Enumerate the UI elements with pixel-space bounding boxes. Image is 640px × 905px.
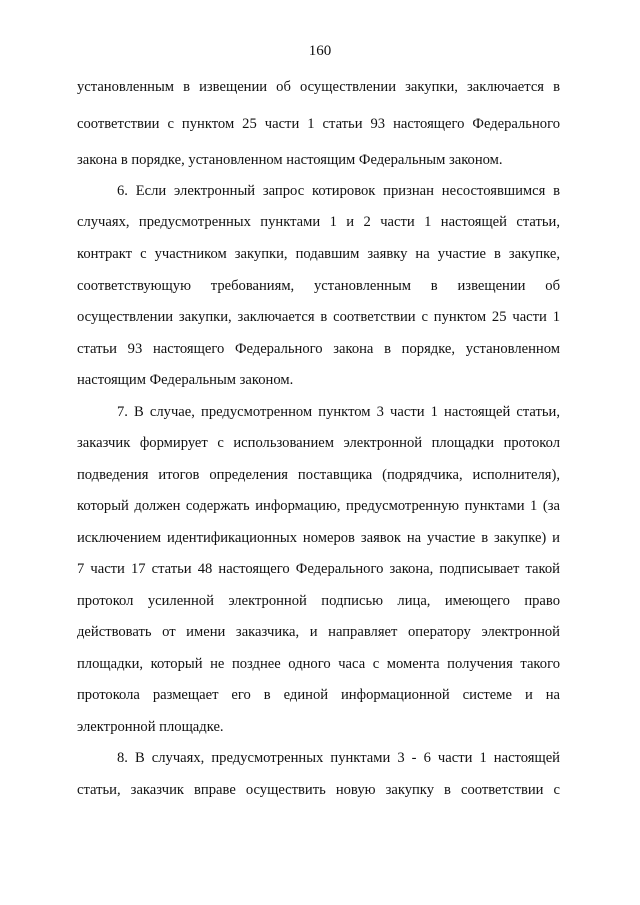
text-line: настоящим Федеральным законом. [77,372,294,388]
text-line: площадки, который не позднее одного часа с момента получения такого [77,656,560,672]
paragraph-start-line: 8. В случаях, предусмотренных пунктами 3 - 6 части 1 настоящей [117,750,560,766]
text-line: статьи 93 настоящего Федерального закона в порядке, установленном [77,341,560,357]
text-line: осуществлении закупки, заключается в соответствии с пунктом 25 части 1 [77,309,560,325]
paragraph-start-line: 6. Если электронный запрос котировок признан несостоявшимся в [117,183,560,199]
text-line: подведения итогов определения поставщика (подрядчика, исполнителя), [77,467,560,483]
text-line: соответствии с пунктом 25 части 1 статьи 93 настоящего Федерального [77,116,560,132]
text-line: контракт с участником закупки, подавшим заявку на участие в закупке, [77,246,560,262]
paragraph-start-line: 7. В случае, предусмотренном пунктом 3 части 1 настоящей статьи, [117,404,560,420]
page-number: 160 [308,43,332,59]
text-line: действовать от имени заказчика, и направляет оператору электронной [77,624,560,640]
text-line: протокола размещает его в единой информационной системе и на [77,687,560,703]
text-line: установленным в извещении об осуществлении закупки, заключается в [77,79,560,95]
text-line: закона в порядке, установленном настоящим Федеральным законом. [77,152,503,168]
text-line: протокол усиленной электронной подписью лица, имеющего право [77,593,560,609]
text-line: заказчик формирует с использованием электронной площадки протокол [77,435,560,451]
text-line: 7 части 17 статьи 48 настоящего Федерального закона, подписывает такой [77,561,560,577]
text-line: статьи, заказчик вправе осуществить новую закупку в соответствии с [77,782,560,798]
text-line: который должен содержать информацию, предусмотренную пунктами 1 (за [77,498,560,514]
text-line: электронной площадке. [77,719,224,735]
text-line: случаях, предусмотренных пунктами 1 и 2 части 1 настоящей статьи, [77,214,560,230]
text-line: исключением идентификационных номеров заявок на участие в закупке) и [77,530,560,546]
text-line: соответствующую требованиям, установленным в извещении об [77,278,560,294]
